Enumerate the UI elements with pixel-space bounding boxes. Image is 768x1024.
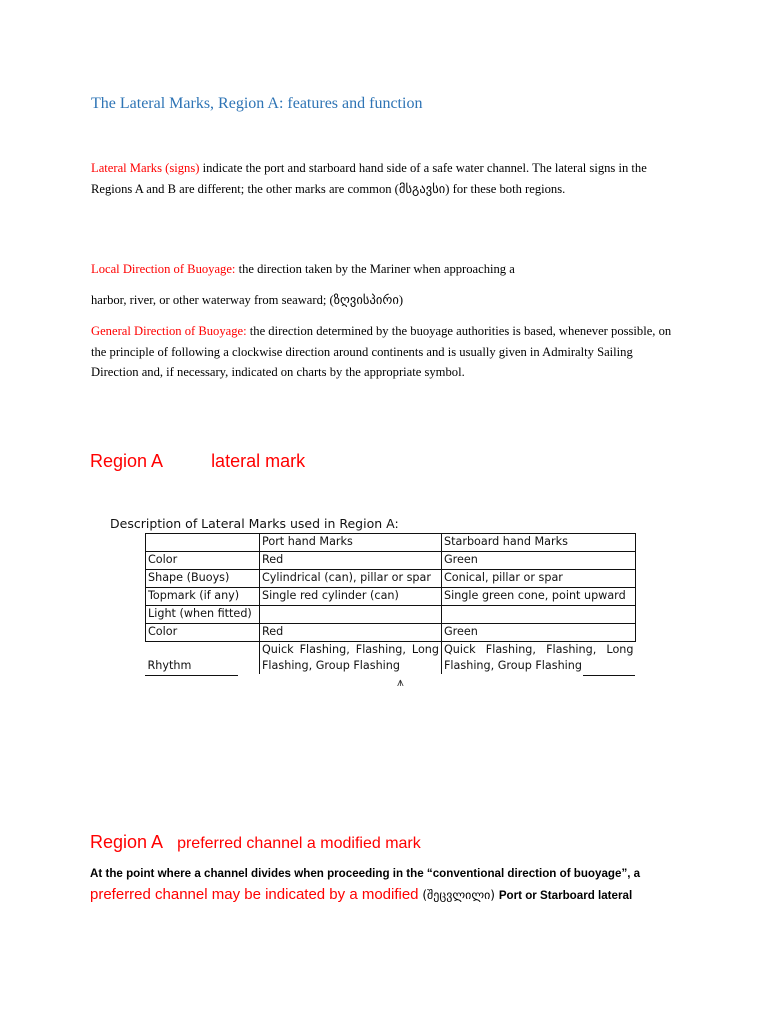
intro-term: Lateral Marks (signs) <box>91 161 200 175</box>
table-cell: Color <box>146 552 260 570</box>
table-cell: Light (when fitted) <box>146 606 260 624</box>
rhythm-underline <box>145 675 238 676</box>
closing-line1: At the point where a channel divides when proceeding in the “conventional direction of buoyage”, a <box>90 867 641 880</box>
closing-line2 <box>90 886 710 904</box>
table-cell <box>260 606 442 624</box>
table-cell: Shape (Buoys) <box>146 570 260 588</box>
table-cell: Green <box>442 552 636 570</box>
table-cell: Color <box>146 624 260 642</box>
local-direction-term: Local Direction of Buoyage: <box>91 262 236 276</box>
table-row <box>146 624 636 642</box>
table-cell: Topmark (if any) <box>146 588 260 606</box>
table-cell <box>146 534 260 552</box>
table-row <box>146 570 636 588</box>
section1-region: Region A <box>90 451 164 471</box>
local-direction-continuation: harbor, river, or other waterway from seaward; (ზღვისპირი) <box>91 293 404 307</box>
table-row <box>146 606 636 624</box>
table-row <box>146 588 636 606</box>
section1-heading <box>90 451 305 472</box>
table-cell: Green <box>442 624 636 642</box>
cursor-mark-icon: ⩚ <box>397 675 404 689</box>
table-header-row <box>146 534 636 552</box>
table-cell: Cylindrical (can), pillar or spar <box>260 570 442 588</box>
section2-region: Region A <box>90 832 164 852</box>
table-cell: Red <box>260 624 442 642</box>
table-row <box>146 642 636 675</box>
table-header-starboard: Starboard hand Marks <box>442 534 636 552</box>
table-caption: Description of Lateral Marks used in Region A: <box>110 516 399 531</box>
page-title: The Lateral Marks, Region A: features and function <box>91 95 423 112</box>
table-cell <box>442 606 636 624</box>
starboard-underline <box>583 675 635 676</box>
intro-text: indicate the port and starboard hand side of a safe water channel. The lateral signs in the Regions A and B are different; the other marks are common (მსგავსი) for these both regions. <box>91 161 647 196</box>
closing-georgian: (შეცვლილი) <box>418 888 499 902</box>
section2-heading <box>90 832 421 853</box>
table-cell: Single red cylinder (can) <box>260 588 442 606</box>
general-direction-term: General Direction of Buoyage: <box>91 324 247 338</box>
table-cell: Red <box>260 552 442 570</box>
general-direction-paragraph <box>91 321 681 383</box>
table-cell: Conical, pillar or spar <box>442 570 636 588</box>
table-row <box>146 552 636 570</box>
local-direction-paragraph <box>91 259 681 280</box>
local-direction-text: the direction taken by the Mariner when approaching a <box>235 262 515 276</box>
table-cell: Single green cone, point upward <box>442 588 636 606</box>
table-cell: Rhythm <box>147 659 192 672</box>
general-direction-text: the direction determined by the buoyage authorities is based, whenever possible, on the principle of following a clockwise direction around continents and is usually given in Admiralty Sailing Direction and, if necessary, indicated on charts by the appropriate symbol. <box>91 324 672 379</box>
section2-label: preferred channel a modified mark <box>177 835 421 852</box>
table-cell: Quick Flashing, Flashing, Long Flashing, Group Flashing <box>442 642 636 675</box>
intro-paragraph <box>91 158 681 199</box>
table-header-port: Port hand Marks <box>260 534 442 552</box>
lateral-marks-table <box>145 533 636 674</box>
closing-tail: Port or Starboard lateral <box>498 889 633 902</box>
closing-red-text: preferred channel may be indicated by a modified <box>90 886 419 903</box>
section1-label: lateral mark <box>211 451 306 471</box>
table-cell: Quick Flashing, Flashing, Long Flashing, Group Flashing <box>260 642 442 675</box>
